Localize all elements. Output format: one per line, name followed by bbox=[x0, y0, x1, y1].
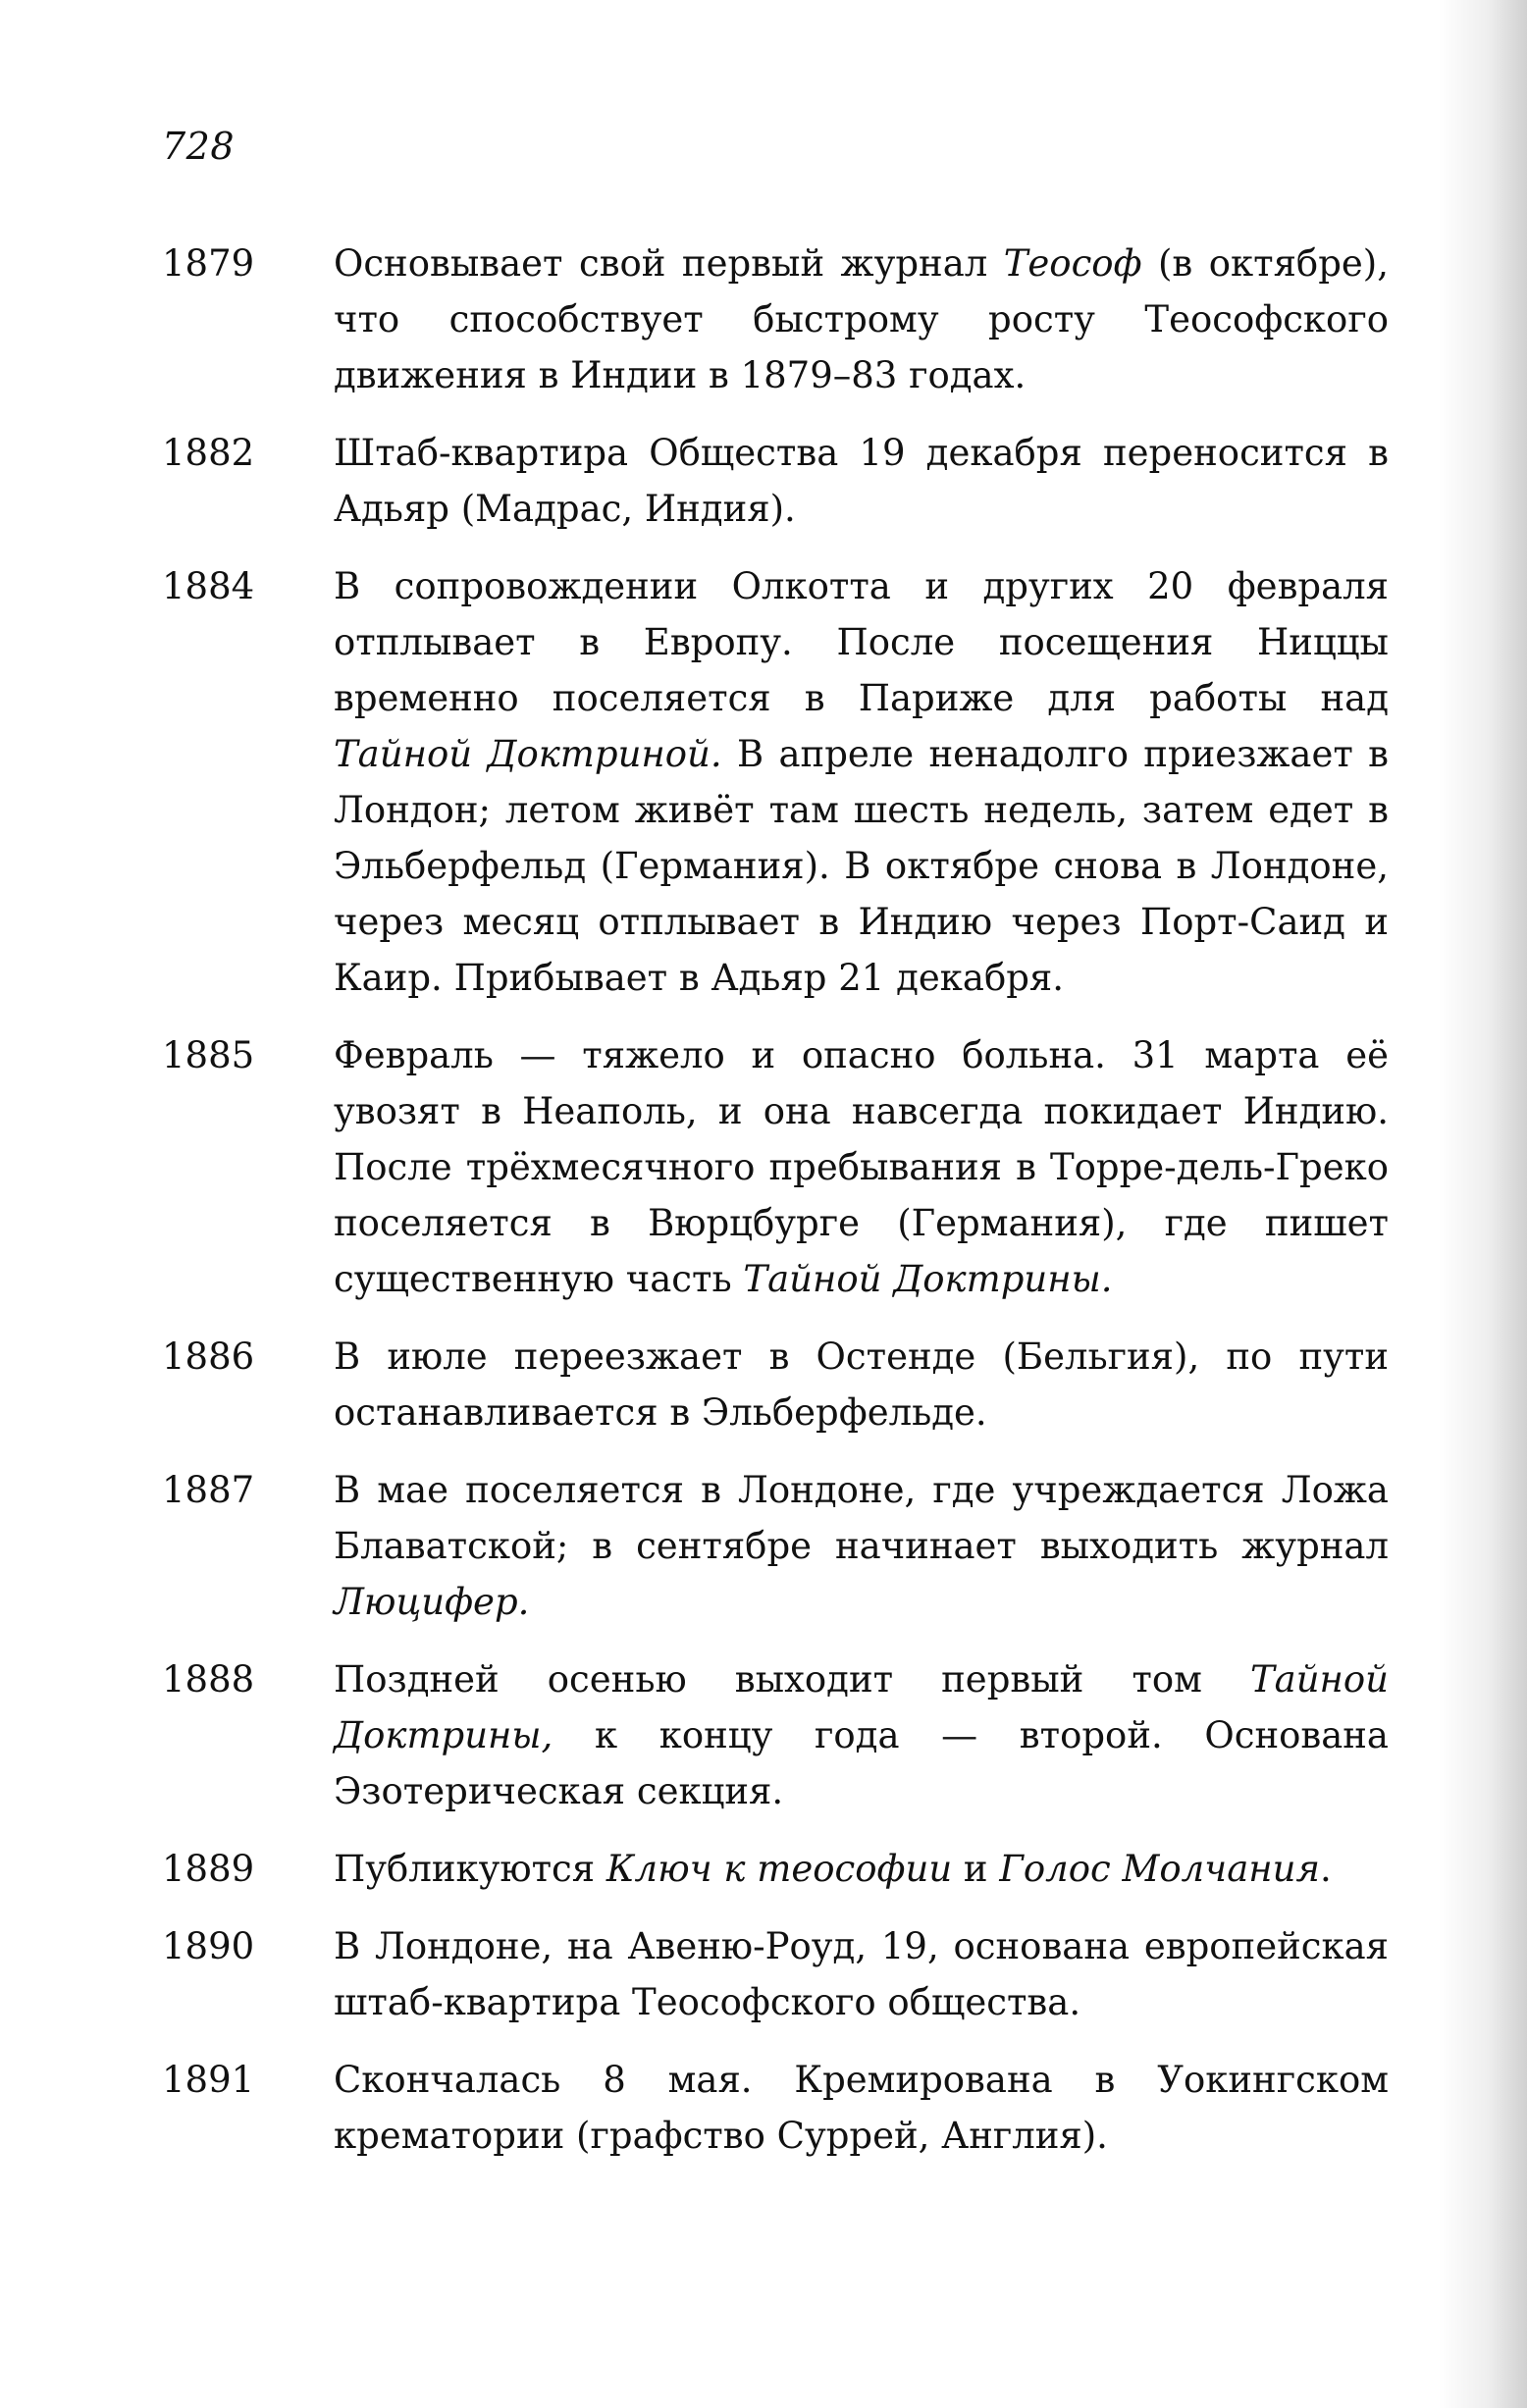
entry-title-italic: Голос Молчания bbox=[999, 1848, 1320, 1890]
entry-text-part: Февраль — тяжело и опасно больна. 31 марта её увозят в Неаполь, и она навсегда покидает Индию. После трёхмесячного пребывания в Торре-дель-Греко поселяется в Вюрцбурге (Германия), где пишет существенную часть bbox=[334, 1034, 1389, 1300]
entry-text-part: к концу года — второй. Основана Эзотерическая секция. bbox=[334, 1714, 1389, 1812]
entry-year: 1885 bbox=[162, 1034, 255, 1076]
entry-year: 1886 bbox=[162, 1335, 255, 1378]
entry-year: 1889 bbox=[162, 1848, 255, 1890]
chronology-entry bbox=[162, 236, 1438, 403]
entry-text-part: В Лондоне, на Авеню-Роуд, 19, основана европейская штаб-квартира Теософского общества. bbox=[334, 1925, 1389, 2023]
entry-year: 1888 bbox=[162, 1658, 255, 1701]
entry-text bbox=[334, 1918, 1389, 2030]
entry-title-italic: Тайной Доктрины. bbox=[743, 1258, 1113, 1300]
entry-text bbox=[334, 236, 1389, 403]
entry-text-part: В июле переезжает в Остенде (Бельгия), по пути останавливается в Эльберфельде. bbox=[334, 1335, 1389, 1434]
entry-text-part: В сопровождении Олкотта и других 20 февраля отплывает в Европу. После посещения Ниццы временно поселяется в Париже для работы над bbox=[334, 565, 1389, 719]
chronology-entry bbox=[162, 558, 1438, 1006]
entry-text bbox=[334, 1841, 1389, 1897]
entry-text bbox=[334, 1027, 1389, 1307]
entry-text-part: В мае поселяется в Лондоне, где учреждается Ложа Блаватской; в сентябре начинает выходить журнал bbox=[334, 1469, 1389, 1567]
chronology-entry bbox=[162, 1329, 1438, 1440]
entry-text bbox=[334, 425, 1389, 537]
entry-text-part: Скончалась 8 мая. Кремирована в Уокингском крематории (графство Суррей, Англия). bbox=[334, 2059, 1389, 2157]
entry-text-part: и bbox=[952, 1848, 1000, 1890]
entry-text-part: Основывает свой первый журнал bbox=[334, 242, 1004, 285]
entry-title-italic: Тайной Доктриной. bbox=[334, 733, 722, 775]
entry-text-part: В апреле ненадолго приезжает в Лондон; летом живёт там шесть недель, затем едет в Эльберфельд (Германия). В октябре снова в Лондоне, через месяц отплывает в Индию через Порт-Саид и Каир. Прибывает в Адьяр 21 декабря. bbox=[334, 733, 1389, 999]
entry-year: 1879 bbox=[162, 242, 255, 285]
entry-title-italic: Люцифер. bbox=[334, 1581, 530, 1623]
entry-year: 1887 bbox=[162, 1469, 255, 1511]
page-number: 728 bbox=[162, 125, 236, 168]
entry-text-part: . bbox=[1319, 1848, 1332, 1890]
entry-text bbox=[334, 558, 1389, 1006]
chronology-entry bbox=[162, 1027, 1438, 1307]
entry-text-part: (в октябре), что способствует быстрому росту Теософского движения в Индии в 1879–83 годах. bbox=[334, 242, 1389, 396]
entry-text bbox=[334, 1651, 1389, 1819]
entry-text-part: Поздней осенью выходит первый том bbox=[334, 1658, 1250, 1701]
entry-text-part: Штаб-квартира Общества 19 декабря переносится в Адьяр (Мадрас, Индия). bbox=[334, 432, 1389, 530]
chronology-entry bbox=[162, 425, 1438, 537]
entry-text bbox=[334, 1329, 1389, 1440]
entry-year: 1890 bbox=[162, 1925, 255, 1967]
entry-year: 1891 bbox=[162, 2059, 255, 2101]
chronology-entry bbox=[162, 1651, 1438, 1819]
page-edge-shadow bbox=[1439, 0, 1527, 2408]
entry-year: 1884 bbox=[162, 565, 255, 607]
entry-year: 1882 bbox=[162, 432, 255, 474]
entry-text-part: Публикуются bbox=[334, 1848, 606, 1890]
entry-title-italic: Ключ к теософии bbox=[606, 1848, 953, 1890]
chronology-entry bbox=[162, 2052, 1438, 2164]
entry-text bbox=[334, 2052, 1389, 2164]
chronology-entry bbox=[162, 1462, 1438, 1630]
entry-title-italic: Тайной Доктрины, bbox=[334, 1658, 1389, 1756]
chronology-list bbox=[162, 236, 1438, 2185]
chronology-entry bbox=[162, 1918, 1438, 2030]
entry-title-italic: Теософ bbox=[1003, 242, 1142, 285]
entry-text bbox=[334, 1462, 1389, 1630]
chronology-entry bbox=[162, 1841, 1438, 1897]
